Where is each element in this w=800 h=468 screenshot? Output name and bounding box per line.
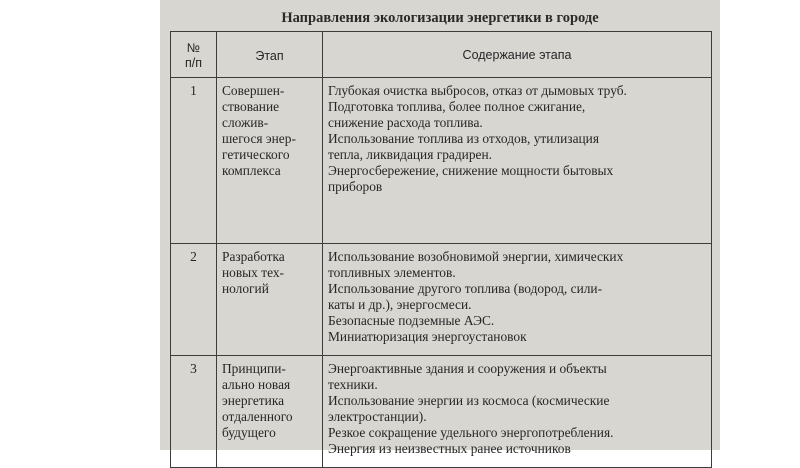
- table-header-row: [171, 32, 712, 78]
- stage-line: энергетика: [222, 393, 285, 408]
- ecology-energy-table: [170, 31, 712, 468]
- content-line: Резкое сокращение удельного энергопотребления.: [328, 425, 614, 440]
- stage-line: будущего: [222, 425, 276, 440]
- row-stage: [217, 78, 323, 244]
- header-content: Содержание этапа: [323, 32, 712, 78]
- content-line: Использование энергии из космоса (космические: [328, 393, 610, 408]
- stage-line: новых тех-: [222, 265, 284, 280]
- stage-line: Разработка: [222, 249, 285, 264]
- content-line: приборов: [328, 179, 383, 194]
- stage-line: гетического: [222, 147, 290, 162]
- stage-line: ствование: [222, 99, 280, 114]
- row-stage: [217, 244, 323, 356]
- stage-line: Совершен-: [222, 83, 285, 98]
- row-num: 1: [171, 78, 217, 244]
- content-line: Использование возобновимой энергии, химических: [328, 249, 624, 264]
- content-line: техники.: [328, 377, 378, 392]
- content-line: Глубокая очистка выбросов, отказ от дымовых труб.: [328, 83, 627, 98]
- content-line: Энергосбережение, снижение мощности бытовых: [328, 163, 614, 178]
- content-line: Миниатюризация энергоустановок: [328, 329, 527, 344]
- row-content: [323, 78, 712, 244]
- content-line: снижение расхода топлива.: [328, 115, 483, 130]
- table-row: [171, 78, 712, 244]
- scanned-page: [160, 0, 720, 456]
- stage-line: сложив-: [222, 115, 269, 130]
- content-line: тепла, ликвидация градирен.: [328, 147, 492, 162]
- table-row: [171, 244, 712, 356]
- stage-line: шегося энер-: [222, 131, 296, 146]
- table-row: [171, 356, 712, 468]
- row-stage: [217, 356, 323, 468]
- header-stage: Этап: [217, 32, 323, 78]
- stage-line: нологий: [222, 281, 269, 296]
- content-line: Использование топлива из отходов, утилизация: [328, 131, 600, 146]
- header-num: [171, 32, 217, 78]
- table-title: Направления экологизации энергетики в городе: [281, 10, 599, 26]
- row-content: [323, 244, 712, 356]
- content-line: каты и др.), энергосмеси.: [328, 297, 472, 312]
- row-num: 3: [171, 356, 217, 468]
- content-line: Энергия из неизвестных ранее источников: [328, 441, 571, 456]
- stage-line: ально новая: [222, 377, 291, 392]
- content-line: Энергоактивные здания и сооружения и объекты: [328, 361, 607, 376]
- content-line: электростанции).: [328, 409, 427, 424]
- row-num: 2: [171, 244, 217, 356]
- stage-line: отдаленного: [222, 409, 293, 424]
- content-line: Безопасные подземные АЭС.: [328, 313, 495, 328]
- content-line: Использование другого топлива (водород, сили-: [328, 281, 603, 296]
- header-num-line: п/п: [184, 56, 202, 70]
- header-num-line: №: [186, 41, 201, 55]
- stage-line: комплекса: [222, 163, 281, 178]
- stage-line: Принципи-: [222, 361, 286, 376]
- content-line: Подготовка топлива, более полное сжигание,: [328, 99, 586, 114]
- row-content: [323, 356, 712, 468]
- content-line: топливных элементов.: [328, 265, 456, 280]
